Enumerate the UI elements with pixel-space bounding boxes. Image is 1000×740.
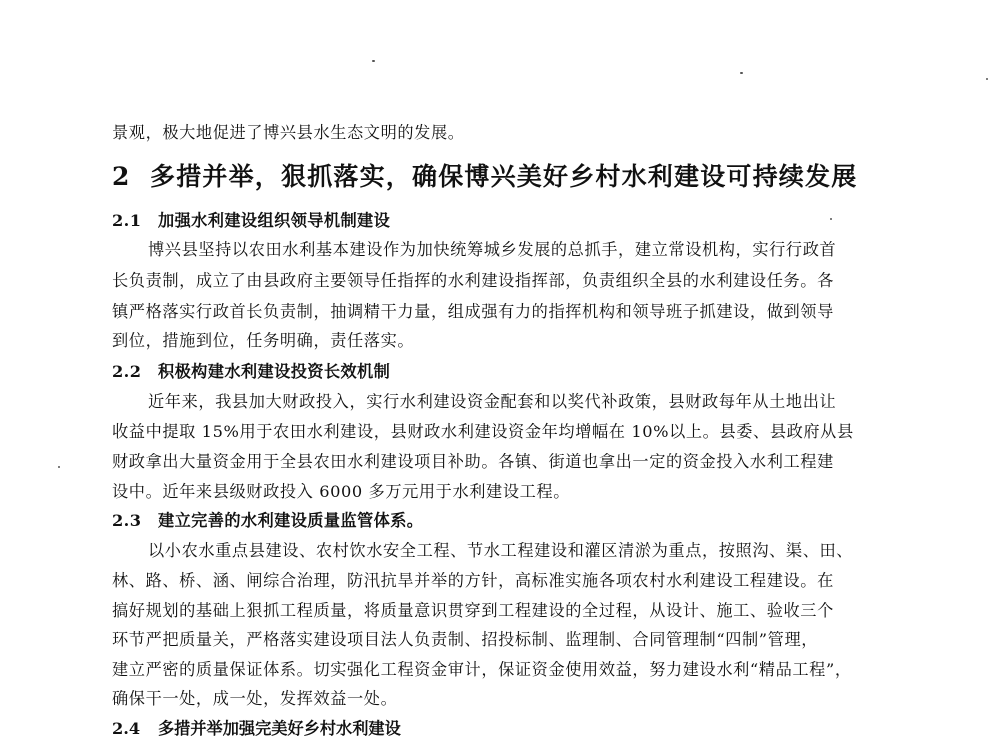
next-subsection-heading (112, 716, 401, 738)
subsection-number: 2.2 (112, 362, 142, 381)
paragraph-line: 收益中提取 15%用于农田水利建设，县财政水利建设资金年均增幅在 10%以上。县委、县政府从县 (112, 422, 854, 441)
subsection-title: 积极构建水利建设投资长效机制 (158, 362, 391, 381)
paragraph-line: 博兴县坚持以农田水利基本建设作为加快统筹城乡发展的总抓手，建立常设机构，实行行政首 (148, 240, 837, 259)
paragraph-line: 财政拿出大量资金用于全县农田水利建设项目补助。各镇、街道也拿出一定的资金投入水利工程建 (112, 452, 834, 471)
paragraph-line: 建立严密的质量保证体系。切实强化工程资金审计，保证资金使用效益，努力建设水利“精品工程”， (112, 660, 852, 679)
paragraph-line: 到位，措施到位，任务明确，责任落实。 (112, 331, 415, 350)
subsection-number: 2.4 (112, 719, 141, 738)
paragraph-line: 搞好规划的基础上狠抓工程质量，将质量意识贯穿到工程建设的全过程，从设计、施工、验收三个 (112, 601, 834, 620)
paragraph-line: 设中。近年来县级财政投入 6000 多万元用于水利建设工程。 (112, 482, 570, 501)
subsection-number: 2.1 (112, 211, 142, 230)
section-number: 2 (112, 162, 131, 191)
scan-speck (986, 78, 988, 80)
subsection-title: 加强水利建设组织领导机制建设 (158, 211, 391, 230)
scan-speck (830, 218, 832, 220)
paragraph-line: 环节严把质量关，严格落实建设项目法人负责制、招投标制、监理制、合同管理制“四制”管理， (112, 630, 819, 649)
subsection-title: 建立完善的水利建设质量监管体系。 (158, 511, 424, 530)
paragraph-line: 镇严格落实行政首长负责制，抽调精干力量，组成强有力的指挥机构和领导班子抓建设，做到领导 (112, 302, 834, 321)
scan-speck (740, 72, 743, 74)
paragraph-line: 确保干一处，成一处，发挥效益一处。 (112, 689, 398, 708)
paragraph-line: 近年来，我县加大财政投入，实行水利建设资金配套和以奖代补政策，县财政每年从土地出让 (148, 392, 837, 411)
subsection-heading (112, 510, 423, 532)
scan-speck (372, 60, 375, 62)
subsection-number: 2.3 (112, 511, 142, 530)
subsection-heading (112, 361, 390, 383)
section-title-text: 多措并举，狠抓落实，确保博兴美好乡村水利建设可持续发展 (150, 162, 858, 191)
paragraph-line: 林、路、桥、涵、闸综合治理，防汛抗旱并举的方针，高标准实施各项农村水利建设工程建设。在 (112, 571, 834, 590)
intro-line: 景观，极大地促进了博兴县水生态文明的发展。 (112, 123, 465, 142)
paragraph-line: 以小农水重点县建设、农村饮水安全工程、节水工程建设和灌区清淤为重点，按照沟、渠、田、 (148, 541, 854, 560)
subsection-title: 多措并举加强完美好乡村水利建设 (158, 719, 401, 738)
section-title (112, 160, 857, 194)
scan-speck (58, 466, 60, 468)
subsection-heading (112, 210, 390, 232)
paragraph-line: 长负责制，成立了由县政府主要领导任指挥的水利建设指挥部，负责组织全县的水利建设任务。各 (112, 271, 834, 290)
